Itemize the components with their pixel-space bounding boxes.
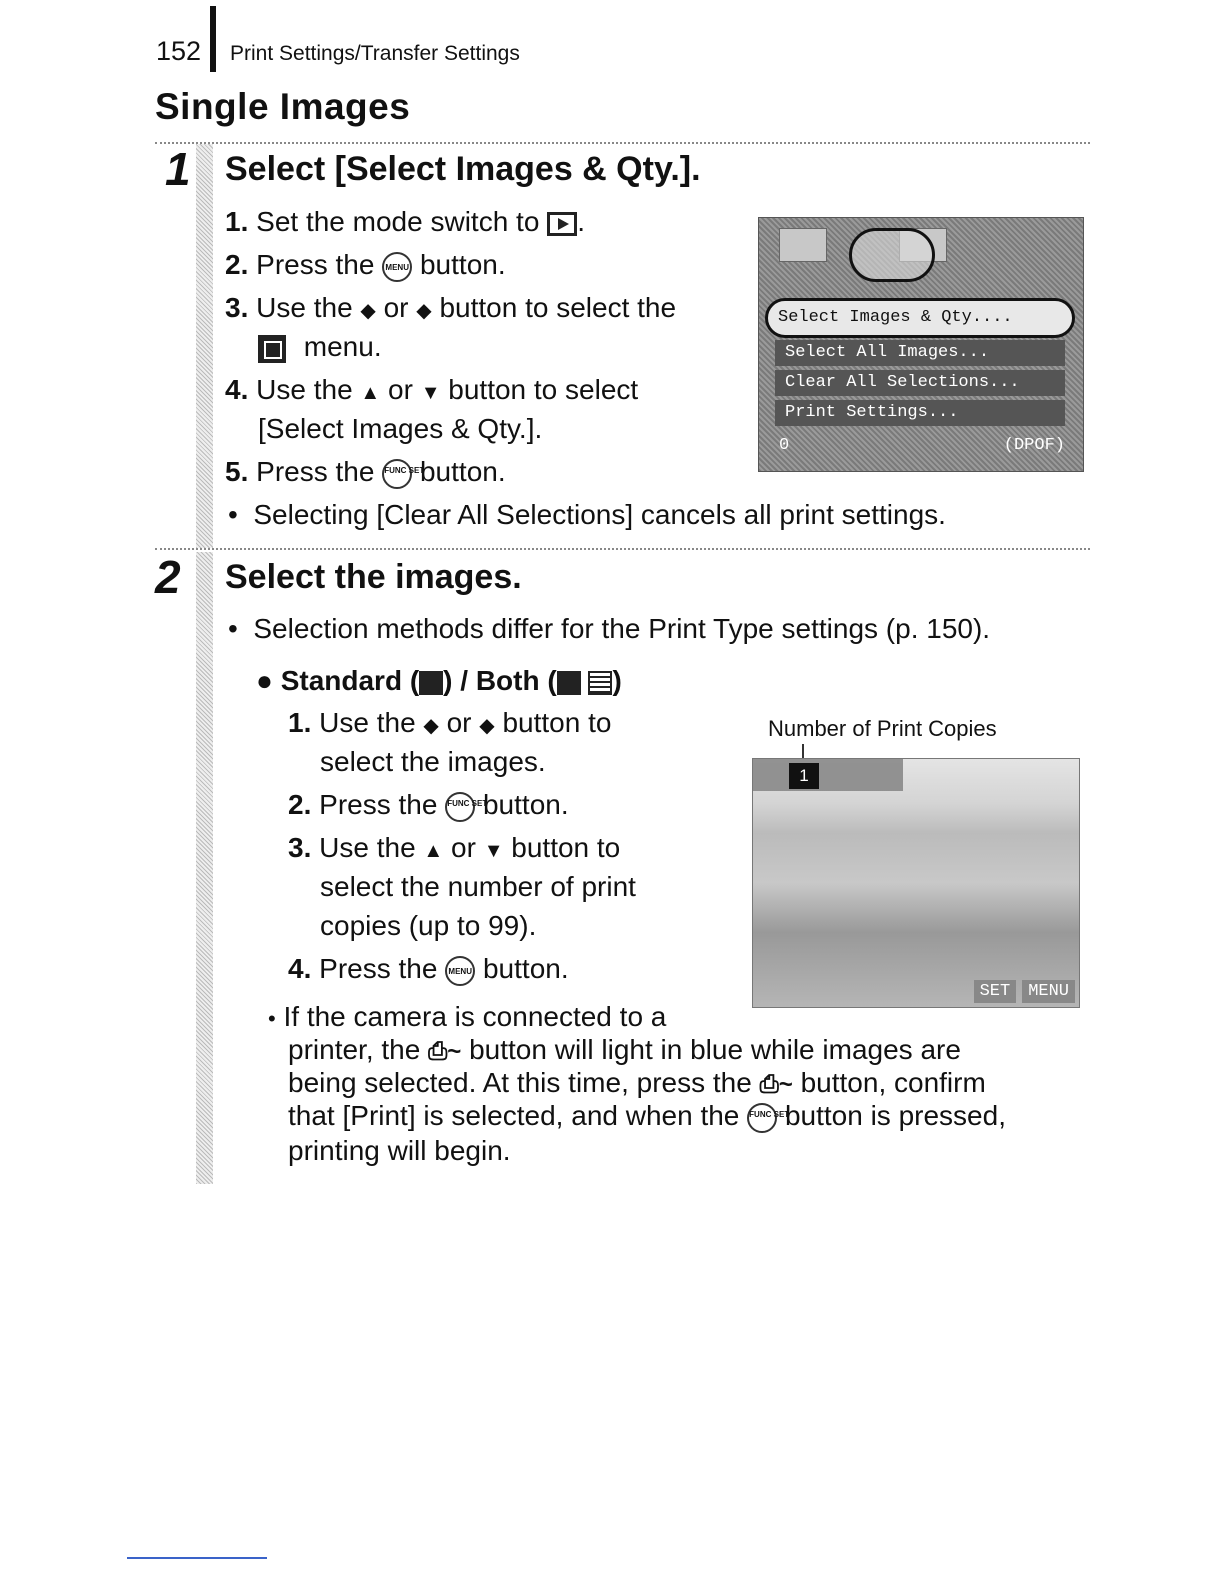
index-print-icon bbox=[588, 671, 612, 695]
camera-menu-screenshot bbox=[758, 217, 1084, 472]
item-text: Press the bbox=[256, 249, 375, 280]
step1-item-1 bbox=[225, 206, 585, 238]
left-arrow-icon: ◆ bbox=[423, 715, 439, 737]
bullet: • bbox=[228, 613, 238, 644]
bullet: • bbox=[268, 1006, 276, 1031]
bullet-text: button is pressed, bbox=[784, 1100, 1006, 1131]
bullet-text: If the camera is connected to a bbox=[283, 1001, 667, 1032]
step2-item-2 bbox=[288, 789, 569, 822]
item-number: 4. bbox=[288, 953, 312, 984]
item-text: button to bbox=[511, 832, 621, 863]
step2-item-4 bbox=[288, 953, 569, 986]
step1-note bbox=[228, 499, 946, 531]
bullet-text: button, confirm bbox=[800, 1067, 986, 1098]
item-number: 4. bbox=[225, 374, 249, 405]
item-text: menu. bbox=[303, 331, 382, 362]
screen-footer bbox=[974, 980, 1075, 1003]
menu-footer bbox=[779, 436, 1065, 455]
right-arrow-icon: ◆ bbox=[479, 715, 495, 737]
menu-button-icon: MENU bbox=[445, 956, 475, 986]
item-text: Use the bbox=[256, 374, 353, 405]
step1-item-5 bbox=[225, 456, 506, 489]
item-number: 3. bbox=[288, 832, 312, 863]
step2-item-3 bbox=[288, 832, 620, 864]
item-text: button to bbox=[502, 707, 612, 738]
menu-button-icon: MENU bbox=[382, 252, 412, 282]
footer-link-line bbox=[127, 1557, 267, 1559]
down-arrow-icon: ▼ bbox=[483, 840, 504, 862]
item-text: button. bbox=[482, 953, 569, 984]
standard-print-icon bbox=[557, 671, 581, 695]
item-text: Use the bbox=[319, 832, 416, 863]
callout-label: Number of Print Copies bbox=[768, 716, 997, 741]
standard-print-icon bbox=[419, 671, 443, 695]
print-copies-count: 1 bbox=[789, 763, 819, 789]
item-text: or bbox=[383, 292, 409, 323]
step1-title: Select [Select Images & Qty.]. bbox=[225, 150, 701, 188]
item-text: or bbox=[446, 707, 472, 738]
bullet-line-3 bbox=[288, 1067, 986, 1099]
menu-item-clear-all: Clear All Selections... bbox=[775, 370, 1065, 396]
print-tab-highlight bbox=[849, 228, 935, 282]
step-divider bbox=[155, 548, 1090, 550]
section-title: Single Images bbox=[155, 86, 411, 127]
note-text: Selection methods differ for the Print Type settings (p. 150). bbox=[253, 613, 991, 644]
step1-number: 1 bbox=[165, 143, 191, 195]
item-text: Use the bbox=[319, 707, 416, 738]
camera-image-screenshot bbox=[752, 758, 1080, 1008]
dpof-label: (DPOF) bbox=[1003, 436, 1065, 455]
step2-title: Select the images. bbox=[225, 558, 522, 596]
step1-sidebar bbox=[196, 144, 213, 548]
step2-subheading bbox=[256, 665, 622, 697]
item-text: button to select the bbox=[439, 292, 677, 323]
step2-item-1-cont: select the images. bbox=[320, 746, 546, 777]
func-set-button-icon: FUNC SET bbox=[747, 1103, 777, 1133]
bullet-text: that [Print] is selected, and when the bbox=[288, 1100, 740, 1131]
subheading-text: ) bbox=[612, 665, 622, 696]
step1-item-4-cont: [Select Images & Qty.]. bbox=[258, 413, 543, 444]
item-text: button. bbox=[419, 249, 506, 280]
item-number: 1. bbox=[225, 206, 249, 237]
step2-number: 2 bbox=[155, 551, 181, 603]
item-text: button. bbox=[419, 456, 506, 487]
menu-item-select-all: Select All Images... bbox=[775, 340, 1065, 366]
item-text: . bbox=[577, 206, 585, 237]
item-text: Press the bbox=[319, 953, 438, 984]
item-number: 2. bbox=[288, 789, 312, 820]
subheading-text: Standard ( bbox=[280, 665, 420, 696]
header-divider bbox=[210, 6, 216, 72]
func-set-button-icon: FUNC SET bbox=[445, 792, 475, 822]
bullet-text: printer, the bbox=[288, 1034, 421, 1065]
left-arrow-icon: ◆ bbox=[360, 300, 376, 322]
set-label: SET bbox=[974, 980, 1017, 1003]
bullet-line-1 bbox=[268, 1001, 666, 1033]
step1-item-3-cont bbox=[258, 331, 382, 363]
item-text: Press the bbox=[319, 789, 438, 820]
bullet-line-5: printing will begin. bbox=[288, 1135, 511, 1166]
step1-item-3 bbox=[225, 292, 676, 324]
down-arrow-icon: ▼ bbox=[420, 382, 441, 404]
playback-icon bbox=[547, 212, 577, 236]
func-set-button-icon: FUNC SET bbox=[382, 459, 412, 489]
bullet-text: being selected. At this time, press the bbox=[288, 1067, 752, 1098]
section-rule bbox=[155, 142, 1090, 144]
print-share-icon: ⎙~ bbox=[428, 1037, 462, 1065]
step2-item-3-cont2: copies (up to 99). bbox=[320, 910, 537, 941]
item-number: 1. bbox=[288, 707, 312, 738]
step2-sidebar bbox=[196, 552, 213, 1184]
item-text: or bbox=[388, 374, 413, 405]
step2-note bbox=[228, 613, 990, 645]
header-title: Print Settings/Transfer Settings bbox=[230, 42, 520, 65]
step2-item-1 bbox=[288, 707, 611, 739]
item-text: Set the mode switch to bbox=[256, 206, 540, 237]
page-number: 152 bbox=[156, 36, 202, 66]
step1-item-4 bbox=[225, 374, 638, 406]
menu-label: MENU bbox=[1022, 980, 1075, 1003]
item-text: button. bbox=[482, 789, 569, 820]
item-text: Press the bbox=[256, 456, 375, 487]
tab-play bbox=[779, 228, 827, 262]
bullet-text: button will light in blue while images are bbox=[469, 1034, 961, 1065]
step1-item-2 bbox=[225, 249, 506, 282]
print-menu-icon bbox=[258, 335, 286, 363]
print-share-icon: ⎙~ bbox=[759, 1070, 793, 1098]
step2-item-3-cont: select the number of print bbox=[320, 871, 636, 902]
up-arrow-icon: ▲ bbox=[423, 840, 444, 862]
bullet-line-4 bbox=[288, 1100, 1006, 1133]
menu-item-print-settings: Print Settings... bbox=[775, 400, 1065, 426]
bullet-dot: ● bbox=[256, 665, 273, 696]
subheading-text: ) / Both ( bbox=[443, 665, 557, 696]
item-text: Use the bbox=[256, 292, 353, 323]
print-count: 0 bbox=[779, 436, 790, 455]
menu-item-select-images: Select Images & Qty.... bbox=[765, 298, 1075, 338]
item-text: or bbox=[451, 832, 476, 863]
bullet-line-2 bbox=[288, 1034, 961, 1066]
print-info-bar bbox=[753, 759, 903, 791]
item-number: 3. bbox=[225, 292, 249, 323]
item-number: 2. bbox=[225, 249, 249, 280]
note-text: Selecting [Clear All Selections] cancels all print settings. bbox=[253, 499, 946, 530]
bullet: • bbox=[228, 499, 238, 530]
item-text: button to select bbox=[448, 374, 639, 405]
up-arrow-icon: ▲ bbox=[360, 382, 381, 404]
item-number: 5. bbox=[225, 456, 249, 487]
right-arrow-icon: ◆ bbox=[416, 300, 432, 322]
